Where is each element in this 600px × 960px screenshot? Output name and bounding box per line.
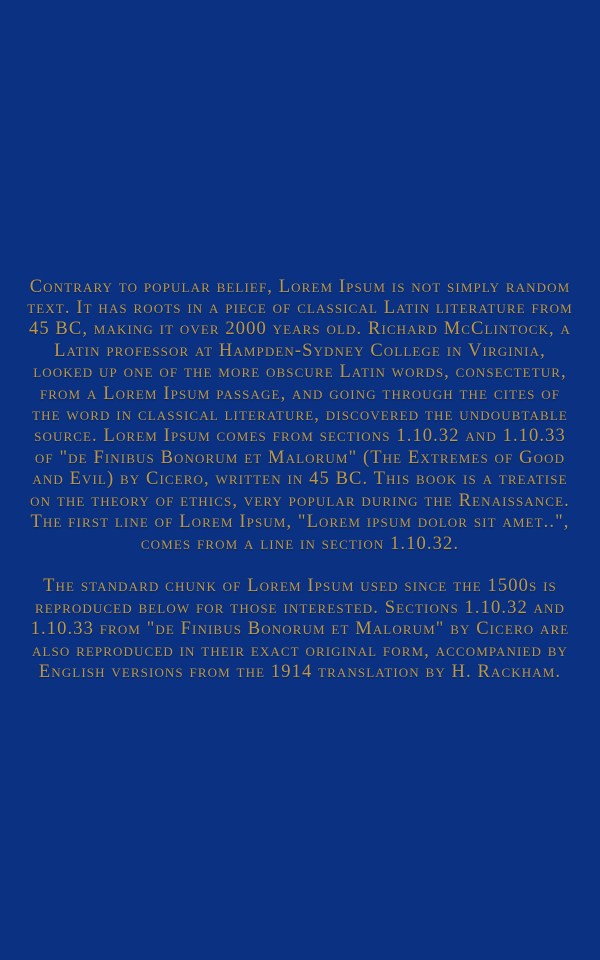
paragraph-lorem-history: Contrary to popular belief, Lorem Ipsum is not simply random text. It has roots in a piece of classical Latin literature from 45 BC, making it over 2000 years old. Richard McClintock, a Latin professor at Hampden-Sydney College in Virginia, looked up one of the more obscure Latin words, consectetur, from a Lorem Ipsum passage, and going through the cites of the word in classical literature, discovered the undoubtable source. Lorem Ipsum comes from sections 1.10.32 and 1.10.33 of "de Finibus Bonorum et Malorum" (The Extremes of Good and Evil) by Cicero, written in 45 BC. This book is a treatise on the theory of ethics, very popular during the Renaissance. The first line of Lorem Ipsum, "Lorem ipsum dolor sit amet..", comes from a line in section 1.10.32. [27,276,573,554]
paragraph-standard-chunk: The standard chunk of Lorem Ipsum used since the 1500s is reproduced below for those interested. Sections 1.10.32 and 1.10.33 from "de Finibus Bonorum et Malorum" by Cicero are also reproduced in their exact original form, accompanied by English versions from the 1914 translation by H. Rackham. [30,576,570,682]
lorem-ipsum-text-block [26,277,574,684]
